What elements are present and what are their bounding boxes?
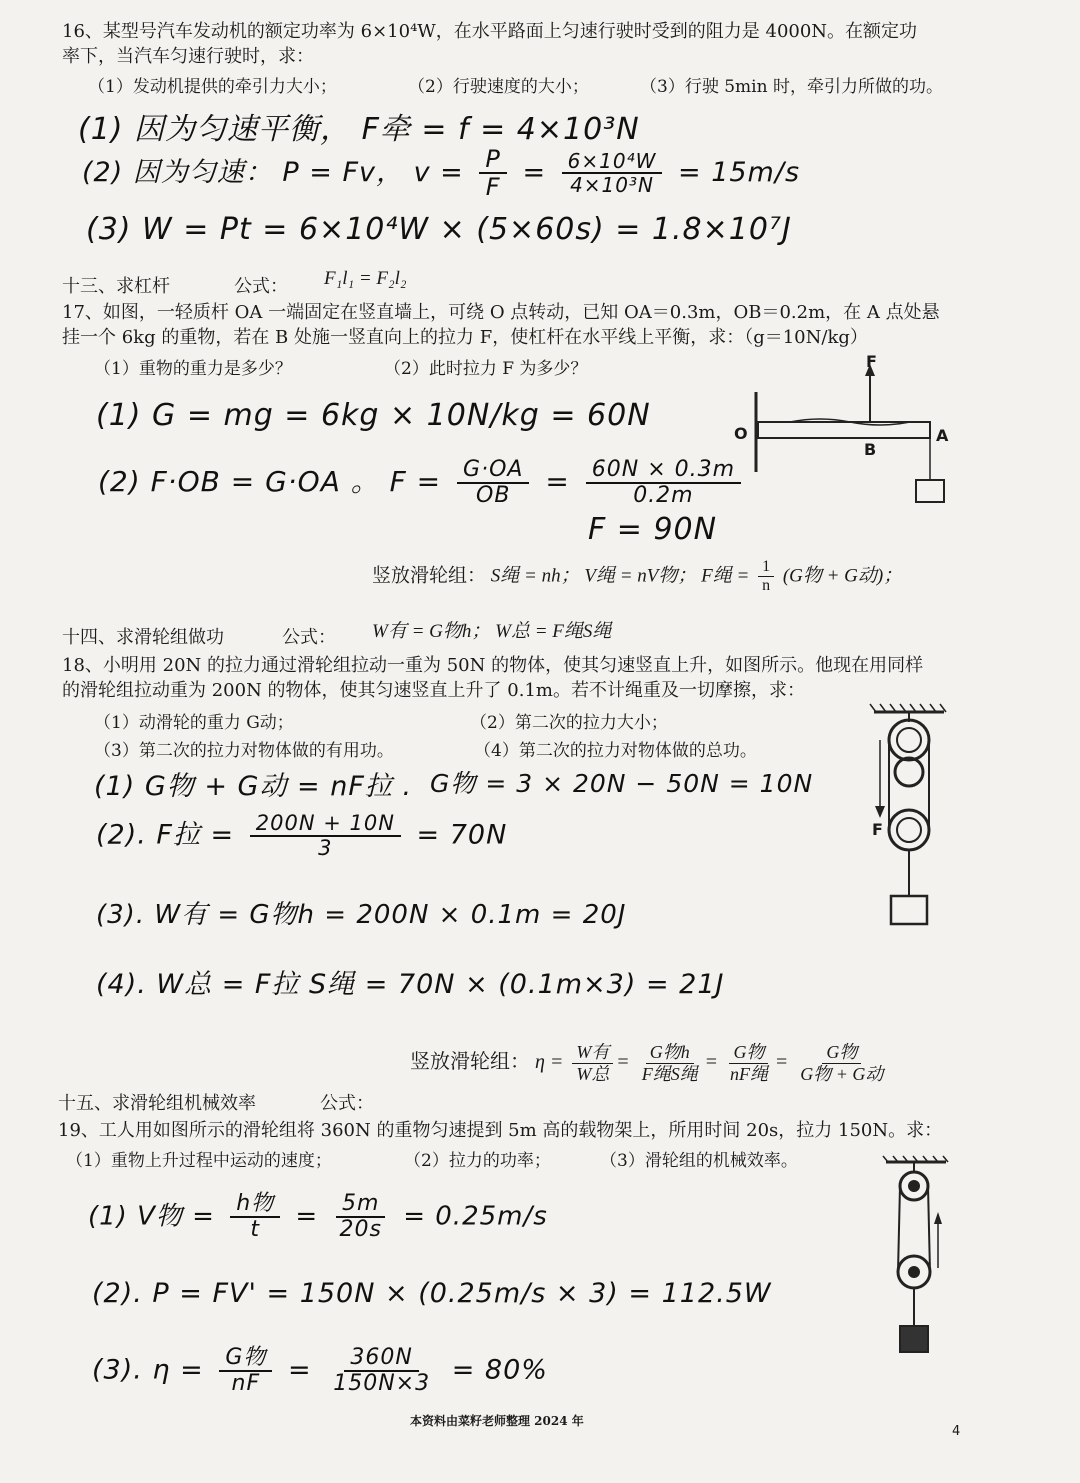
- pulley-formula-1-fraction: [758, 558, 774, 596]
- q18-answer2-fraction: [250, 812, 401, 860]
- movable-pulley-outer: [889, 810, 929, 850]
- q16-text-line1: 16、某型号汽车发动机的额定功率为 6×10⁴W，在水平路面上匀速行驶时受到的阻力是 4000N。在额定功: [62, 21, 918, 42]
- s15-title: 十五、求滑轮组机械效率: [58, 1093, 256, 1114]
- middle-pulley: [895, 758, 923, 786]
- pulley-formula-1-tail: (G物 + G动)；: [782, 565, 903, 587]
- q19-answer1-f1-num: h物: [230, 1192, 280, 1218]
- q16-answer2-fraction1: [479, 146, 506, 201]
- q18-sub4: （4）第二次的拉力对物体做的总功。: [474, 741, 757, 761]
- pulley-formula-2-f4-den: G物 + G动: [800, 1063, 884, 1084]
- lever-label-B: B: [864, 440, 877, 459]
- q18-sub3: （3）第二次的拉力对物体做的有用功。: [94, 741, 394, 761]
- q19-answer1-prefix: (1) V物 =: [88, 1201, 215, 1232]
- q17-answer2-result: F = 90N: [588, 512, 718, 547]
- q18-answer2-num: 200N + 10N: [250, 812, 401, 837]
- lever-label-F: F: [866, 352, 877, 371]
- load-block: [891, 896, 927, 924]
- pulley-diagram-1: [864, 700, 954, 930]
- s13-formula-label: 公式：: [234, 276, 288, 297]
- q17-answer2-fraction1: [457, 458, 529, 508]
- fixed-pulley-inner: [897, 728, 921, 752]
- q17-answer2-f2-den: 0.2m: [633, 483, 694, 509]
- s13-formula: F₁l₁ = F₂l₂: [324, 268, 407, 289]
- s13-title: 十三、求杠杆: [62, 276, 170, 297]
- pulley1-label-F: F: [872, 820, 883, 839]
- q19-answer3-f1-num: G物: [219, 1346, 272, 1372]
- q19-answer1: [88, 1192, 548, 1242]
- q17-answer2: [98, 458, 747, 508]
- q17-answer2-prefix: (2) F·OB = G·OA 。 F =: [98, 465, 442, 499]
- q19-answer3-eq: =: [287, 1354, 312, 1386]
- q18-sub1: （1）动滑轮的重力 G动；: [94, 713, 294, 733]
- pulley-formula-2-f1-num: W有: [572, 1042, 613, 1064]
- q16-answer2-fraction2: [562, 150, 663, 196]
- q16-answer2: [82, 146, 800, 201]
- q18-answer1b: G物 = 3 × 20N − 50N = 10N: [430, 769, 814, 798]
- q19-answer3: [92, 1346, 548, 1396]
- q16-answer2-f2-num: 6×10⁴W: [562, 150, 663, 174]
- q18-answer2-result: = 70N: [416, 819, 508, 851]
- q18-answer1a: (1) G物 + G动 = nF拉 .: [94, 771, 413, 802]
- q18-answer2: [96, 812, 507, 860]
- lever-bar: [758, 422, 930, 438]
- q19-answer1-result: = 0.25m/s: [403, 1201, 548, 1232]
- q17-answer2-fraction2: [586, 458, 741, 508]
- rope2-right: [928, 1186, 930, 1272]
- q16-answer2-f1-den: F: [485, 173, 501, 202]
- lever-label-O: O: [734, 424, 748, 443]
- pulley-formula-2-f3-num: G物: [729, 1042, 768, 1064]
- q19-answer3-prefix: (3). η =: [92, 1354, 204, 1386]
- rope2-left: [898, 1186, 900, 1272]
- q18-text-line2: 的滑轮组拉动重为 200N 的物体，使其匀速竖直上升了 0.1m。若不计绳重及一切摩擦，求：: [62, 680, 805, 701]
- q19-answer3-f1-den: nF: [231, 1371, 261, 1397]
- load2-block: [900, 1326, 928, 1352]
- s15-formula-label: 公式：: [320, 1093, 374, 1114]
- s14-title: 十四、求滑轮组做功: [62, 627, 224, 648]
- q17-answer2-eq: =: [545, 465, 570, 499]
- lever-diagram: [730, 352, 960, 512]
- pulley-formula-1-frac-num: 1: [758, 558, 774, 577]
- pulley-formula-2-eta: η =: [535, 1050, 564, 1073]
- pulley-formula-2-frac2: [638, 1042, 702, 1084]
- pulley-formula-2-f2-den: F绳S绳: [641, 1063, 698, 1084]
- q17-text-line2: 挂一个 6kg 的重物，若在 B 处施一竖直向上的拉力 F，使杠杆在水平线上平衡，求：（g＝10N/kg）: [62, 327, 868, 348]
- fixed-pulley-outer: [889, 720, 929, 760]
- q19-answer3-fraction1: [219, 1346, 272, 1396]
- q16-answer2-result: = 15m/s: [677, 156, 801, 188]
- movable-pulley-inner: [897, 818, 921, 842]
- q19-answer2: (2). P = FV' = 150N × (0.25m/s × 3) = 112.5W: [92, 1278, 772, 1309]
- q16-answer2-f1-num: P: [479, 146, 506, 174]
- q16-answer2-prefix: (2) 因为匀速： P = Fv， v =: [82, 156, 464, 188]
- footer-credit: 本资料由菜籽老师整理 2024 年: [410, 1414, 584, 1428]
- q17-answer2-f1-den: OB: [476, 483, 511, 509]
- q16-answer2-f2-den: 4×10³N: [570, 173, 654, 198]
- q18-answer3: (3). W有 = G物h = 200N × 0.1m = 20J: [96, 900, 627, 930]
- q17-sub1: （1）重物的重力是多少？: [94, 359, 292, 379]
- pulley-formula-1-frac-den: n: [762, 577, 771, 595]
- q17-text-line1: 17、如图，一轻质杆 OA 一端固定在竖直墙上，可绕 O 点转动，已知 OA＝0.3m，OB＝0.2m，在 A 点处悬: [62, 302, 940, 323]
- pulley-formula-1: [372, 558, 902, 596]
- q16-answer1: (1) 因为匀速平衡， F牵 = f = 4×10³N: [78, 112, 640, 147]
- fixed-pulley2-hub: [908, 1180, 920, 1192]
- pulley-formula-2-label: 竖放滑轮组：: [410, 1050, 530, 1073]
- q19-answer3-f2-den: 150N×3: [333, 1371, 431, 1397]
- pulley-formula-2-frac1: [572, 1042, 613, 1084]
- q17-answer2-f2-num: 60N × 0.3m: [586, 458, 741, 484]
- q19-answer1-eq: =: [295, 1201, 319, 1232]
- q19-answer1-f2-den: 20s: [339, 1217, 382, 1243]
- q19-answer3-f2-num: 360N: [344, 1346, 418, 1372]
- q16-answer3: (3) W = Pt = 6×10⁴W × (5×60s) = 1.8×10⁷J: [86, 212, 792, 247]
- pulley-formula-1-label: 竖放滑轮组：: [372, 565, 487, 587]
- pulley-formula-2: 竖放滑轮组： η = $\frac{\text{W有}}{\text{W总}}$ = $\frac{\text{G物h}}{\text{F绳S绳}}$ = $\frac{\text{G物}}{\text{nF绳}}$ = $\frac{\text{G物}}{\text{G物 + G动}}$: [410, 1042, 891, 1084]
- pulley-formula-2-f3-den: nF绳: [729, 1063, 768, 1084]
- pulley-formula-2-f4-num: G物: [822, 1042, 861, 1064]
- q19-answer1-fraction2: [333, 1192, 387, 1242]
- pulley-formula-2-f2-num: G物h: [646, 1042, 694, 1064]
- q19-answer3-fraction2: [327, 1346, 436, 1396]
- q18-text-line1: 18、小明用 20N 的拉力通过滑轮组拉动一重为 50N 的物体，使其匀速竖直上升，如图所示。他现在用同样: [62, 655, 924, 676]
- pull-arrow-head: [875, 806, 885, 818]
- page-number: 4: [952, 1424, 961, 1439]
- pull-arrow2-head: [934, 1212, 942, 1224]
- q19-answer1-f2-num: 5m: [336, 1192, 385, 1218]
- q19-text-line1: 19、工人用如图所示的滑轮组将 360N 的重物匀速提到 5m 高的载物架上，所用时间 20s，拉力 150N。求：: [58, 1120, 943, 1141]
- hanging-weight: [916, 480, 944, 502]
- q16-sub3: （3）行驶 5min 时，牵引力所做的功。: [640, 77, 943, 97]
- q19-sub1: （1）重物上升过程中运动的速度；: [66, 1151, 332, 1171]
- movable-pulley2-hub: [908, 1266, 920, 1278]
- q16-text-line2: 率下，当汽车匀速行驶时，求：: [62, 46, 314, 67]
- pulley-formula-2-f1-den: W总: [576, 1063, 610, 1084]
- q19-answer1-fraction1: [230, 1192, 280, 1242]
- pulley-formula-2-frac3: [726, 1042, 772, 1084]
- q16-sub1: （1）发动机提供的牵引力大小；: [88, 77, 337, 97]
- pulley-formula-2-frac4: [796, 1042, 887, 1084]
- q19-answer3-result: = 80%: [451, 1354, 548, 1386]
- s14-formula: W有 = G物h； W总 = F绳S绳: [372, 621, 612, 642]
- q18-sub2: （2）第二次的拉力大小；: [470, 713, 668, 733]
- q18-answer2-prefix: (2). F拉 =: [96, 819, 235, 851]
- pulley-diagram-2: [880, 1156, 960, 1396]
- q17-answer2-f1-num: G·OA: [457, 458, 529, 484]
- s14-formula-label: 公式：: [282, 627, 336, 648]
- q17-answer1: (1) G = mg = 6kg × 10N/kg = 60N: [96, 398, 651, 433]
- q18-answer2-den: 3: [318, 836, 333, 861]
- q19-sub3: （3）滑轮组的机械效率。: [600, 1151, 798, 1171]
- q19-answer1-f1-den: t: [250, 1217, 260, 1243]
- pulley-formula-1-expr: S绳 = nh； V绳 = nV物； F绳 =: [490, 565, 750, 587]
- q16-sub2: （2）行驶速度的大小；: [408, 77, 589, 97]
- q17-sub2: （2）此时拉力 F 为多少？: [384, 359, 588, 379]
- q18-answer4: (4). W总 = F拉 S绳 = 70N × (0.1m×3) = 21J: [96, 969, 725, 1000]
- lever-label-A: A: [936, 426, 949, 445]
- q16-answer2-eq: =: [522, 156, 547, 188]
- q19-sub2: （2）拉力的功率；: [404, 1151, 551, 1171]
